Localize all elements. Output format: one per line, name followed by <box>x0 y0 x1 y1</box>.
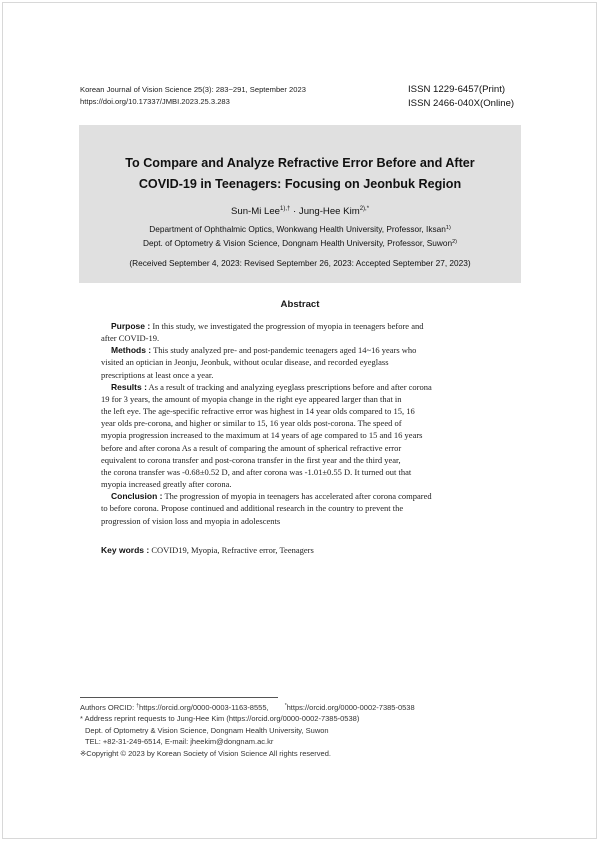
methods-line-1 <box>101 344 499 356</box>
affiliation-2-sup: 2) <box>452 239 457 245</box>
footnotes <box>80 701 415 759</box>
conclusion-line-1 <box>101 490 499 502</box>
results-line-5: myopia progression increased to the maximum at 14 years of age compared to 15 and 16 years <box>101 430 423 441</box>
results-line-2: 19 for 3 years, the amount of myopia change in the right eye appeared larger than that in <box>101 393 402 404</box>
keywords-label: Key words : <box>101 545 150 555</box>
orcid-line <box>80 701 415 713</box>
journal-header <box>80 84 306 108</box>
affiliation-2 <box>79 238 521 248</box>
footnote-divider <box>80 697 278 698</box>
orcid-1-link[interactable]: https://orcid.org/0000-0003-1163-8555, <box>139 703 269 712</box>
purpose-text-1: In this study, we investigated the progression of myopia in teenagers before and <box>150 321 424 331</box>
issn-online: ISSN 2466-040X(Online) <box>408 98 515 109</box>
title-line-2: COVID-19 in Teenagers: Focusing on Jeonbuk Region <box>138 177 462 191</box>
author-1: Sun-Mi Lee <box>230 206 281 217</box>
reprint-line-3: TEL: +82-31-249-6514, E-mail: jheekim@dongnam.ac.kr <box>85 737 274 747</box>
title-line-1: To Compare and Analyze Refractive Error Before and After <box>125 156 475 170</box>
abstract-body <box>101 320 499 527</box>
author-1-sup: 1),† <box>280 206 291 212</box>
orcid-label: Authors ORCID: <box>80 703 137 712</box>
affiliation-2-text: Dept. of Optometry & Vision Science, Dongnam Health University, Professor, Suwon <box>142 238 453 248</box>
methods-text-1: This study analyzed pre- and post-pandemic teenagers aged 14~16 years who <box>151 345 417 356</box>
keywords-value: COVID19, Myopia, Refractive error, Teenagers <box>149 545 314 555</box>
reprint-line-2: Dept. of Optometry & Vision Science, Dongnam Health University, Suwon <box>85 725 329 735</box>
journal-citation: Korean Journal of Vision Science 25(3): 283~291, September 2023 <box>80 85 306 94</box>
received-dates: (Received September 4, 2023: Revised September 26, 2023: Accepted September 27, 2023) <box>129 258 471 268</box>
purpose-label: Purpose : <box>111 321 151 331</box>
author-2: Jung-Hee Kim <box>298 206 360 217</box>
orcid-2-link[interactable]: https://orcid.org/0000-0002-7385-0538 <box>286 703 415 712</box>
paper-title <box>79 153 521 195</box>
author-separator: · <box>293 206 297 217</box>
doi-link[interactable]: https://doi.org/10.17337/JMBI.2023.25.3.283 <box>80 97 230 106</box>
issn-block <box>408 83 514 111</box>
author-line <box>79 206 521 217</box>
abstract-heading: Abstract <box>280 299 320 310</box>
orcid-2-sup: * <box>284 703 287 709</box>
title-box <box>79 125 521 283</box>
issn-print: ISSN 1229-6457(Print) <box>408 84 506 95</box>
results-line-3: the left eye. The age-specific refractive error was highest in 14 year olds compared to 15, 16 <box>101 406 415 417</box>
conclusion-line-3: progression of vision loss and myopia in adolescents <box>101 515 281 526</box>
results-line-9: myopia increased greatly after corona. <box>101 479 232 490</box>
author-2-sup: 2),* <box>359 206 370 212</box>
affiliation-1 <box>79 224 521 234</box>
conclusion-text-1: The progression of myopia in teenagers has accelerated after corona compared <box>162 491 432 502</box>
methods-line-3: prescriptions at least once a year. <box>101 369 214 380</box>
orcid-1-sup: † <box>136 703 140 709</box>
reprint-line-1: * Address reprint requests to Jung-Hee Kim (https://orcid.org/0000-0002-7385-0538) <box>80 714 360 724</box>
results-line-4: year olds pre-corona, and higher or similar to 15, 16 year olds post-corona. The speed of <box>101 418 402 429</box>
affiliation-1-sup: 1) <box>445 225 451 231</box>
results-line-1 <box>101 381 499 393</box>
conclusion-line-2: to before corona. Propose continued and additional research in the country to prevent the <box>101 503 404 514</box>
methods-label: Methods : <box>111 345 152 356</box>
purpose-line-2: after COVID-19. <box>101 333 160 344</box>
affiliation-1-text: Department of Ophthalmic Optics, Wonkwang Health University, Professor, Iksan <box>149 224 446 234</box>
results-label: Results : <box>111 381 147 392</box>
results-line-6: before and after corona As a result of comparing the amount of spherical refractive error <box>101 442 402 453</box>
methods-line-2: visited an optician in Jeonju, Jeonbuk, without ocular disease, and recorded eyeglass <box>101 357 389 368</box>
copyright-line: ※Copyright © 2023 by Korean Society of Vision Science All rights reserved. <box>80 748 331 758</box>
results-text-1: As a result of tracking and analyzing eyeglass prescriptions before and after corona <box>146 381 432 392</box>
purpose-line-1 <box>101 320 499 332</box>
results-line-8: the corona transfer was -0.68±0.52 D, and after corona was -1.01±0.55 D. It turned out that <box>101 466 412 477</box>
conclusion-label: Conclusion : <box>111 491 163 502</box>
results-line-7: equivalent to corona transfer and post-corona transfer in the first year and the third year, <box>101 454 401 465</box>
keywords <box>101 545 314 555</box>
